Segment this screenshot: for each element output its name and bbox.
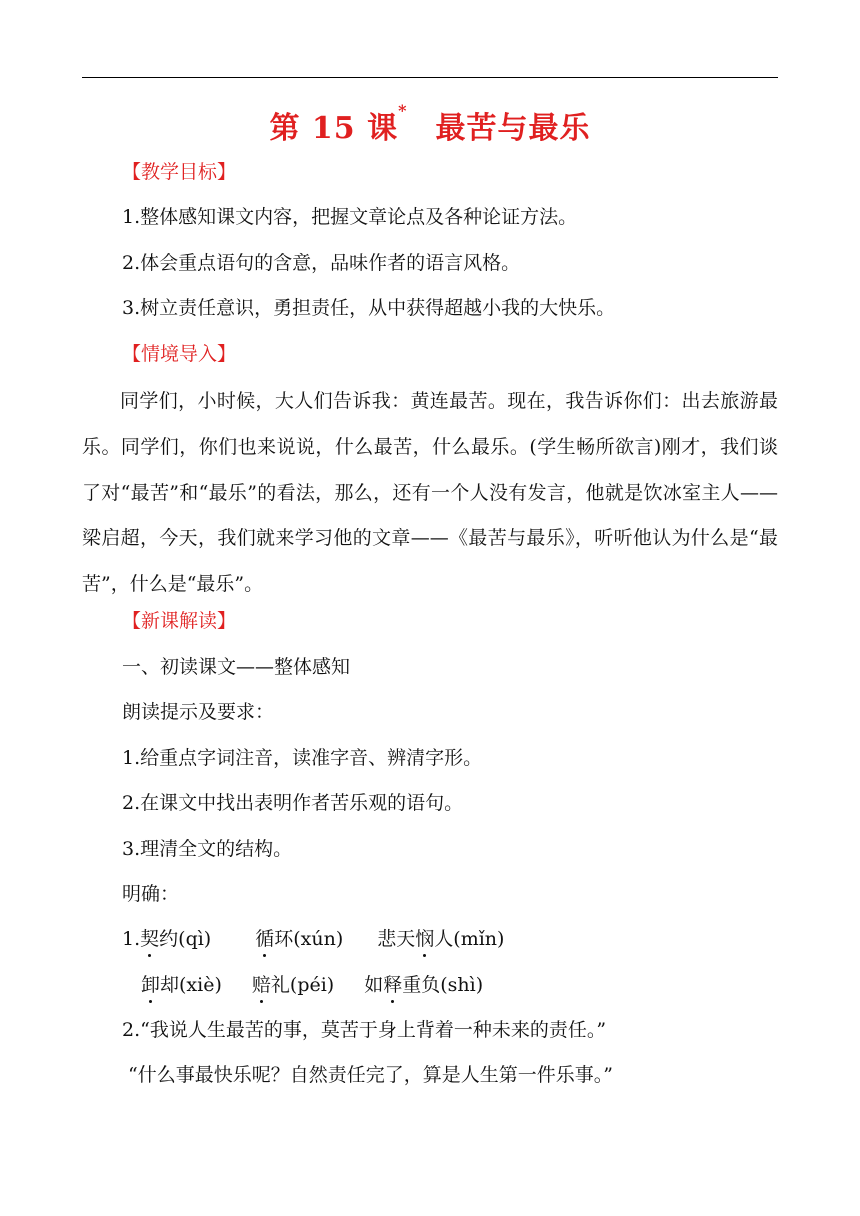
vocab-prefix: 悲天 xyxy=(377,928,416,950)
goal-item: 2.体会重点语句的含意，品味作者的语言风格。 xyxy=(122,252,521,274)
emphasis-dot-char: 释 xyxy=(383,974,403,996)
reading-item: 2.在课文中找出表明作者苦乐观的语句。 xyxy=(122,792,464,814)
goal-item: 1.整体感知课文内容，把握文章论点及各种论证方法。 xyxy=(122,206,578,228)
section-heading-goals: 【教学目标】 xyxy=(122,161,237,183)
emphasis-dot-char: 循 xyxy=(255,928,275,950)
vocab-pinyin: 却(xiè) xyxy=(160,974,222,996)
reading-heading: 一、初读课文——整体感知 xyxy=(122,656,351,678)
vocab-pinyin: 礼(péi) xyxy=(270,974,335,996)
emphasis-dot-char: 悯 xyxy=(415,928,435,950)
section-heading-intro: 【情境导入】 xyxy=(122,343,237,365)
vocab-pinyin: 人(mǐn) xyxy=(434,928,505,950)
vocab-word xyxy=(140,928,211,950)
vocab-row xyxy=(141,973,483,997)
vocab-word xyxy=(141,974,222,996)
lesson-name: 最苦与最乐 xyxy=(435,111,591,146)
quote-line: 2.“我说人生最苦的事，莫苦于身上背着一种未来的责任。” xyxy=(122,1019,607,1041)
emphasis-dot-char: 契 xyxy=(140,928,160,950)
vocab-word xyxy=(377,928,504,950)
vocab-word xyxy=(252,974,334,996)
reading-prompt: 朗读提示及要求： xyxy=(122,701,275,723)
vocab-pinyin: 重负(shì) xyxy=(402,974,484,996)
emphasis-dot-char: 卸 xyxy=(141,974,161,996)
lesson-number: 第 15 课 xyxy=(269,111,399,146)
section-heading-new: 【新课解读】 xyxy=(122,610,237,632)
lesson-mark: * xyxy=(398,101,408,120)
intro-paragraph: 同学们，小时候，大人们告诉我：黄连最苦。现在，我告诉你们：出去旅游最乐。同学们，你们也来说说，什么最苦，什么最乐。(学生畅所欲言)刚才，我们谈了对“最苦”和“最乐”的看法，那么，还有一个人没有发言，他就是饮冰室主人——梁启超，今天，我们就来学习他的文章——《最苦与最乐》，听听他认为什么是“最苦”，什么是“最乐”。 xyxy=(82,390,778,596)
header-rule xyxy=(82,77,778,78)
vocab-pinyin: 环(xún) xyxy=(274,928,344,950)
reading-item: 3.理清全文的结构。 xyxy=(122,838,293,860)
lesson-title xyxy=(0,103,860,147)
emphasis-dot-char: 赔 xyxy=(251,974,271,996)
reading-item: 1.给重点字词注音，读准字音、辨清字形。 xyxy=(122,747,483,769)
vocab-prefix: 如 xyxy=(364,974,384,996)
vocab-number: 1. xyxy=(122,928,141,950)
vocab-word xyxy=(255,928,343,950)
vocab-word xyxy=(364,974,483,996)
goal-item: 3.树立责任意识，勇担责任，从中获得超越小我的大快乐。 xyxy=(122,297,616,319)
vocab-pinyin: 约(qì) xyxy=(159,928,212,950)
answer-label: 明确： xyxy=(122,883,180,905)
vocab-row xyxy=(122,927,504,951)
quote-line: “什么事最快乐呢？自然责任完了，算是人生第一件乐事。” xyxy=(128,1064,613,1086)
